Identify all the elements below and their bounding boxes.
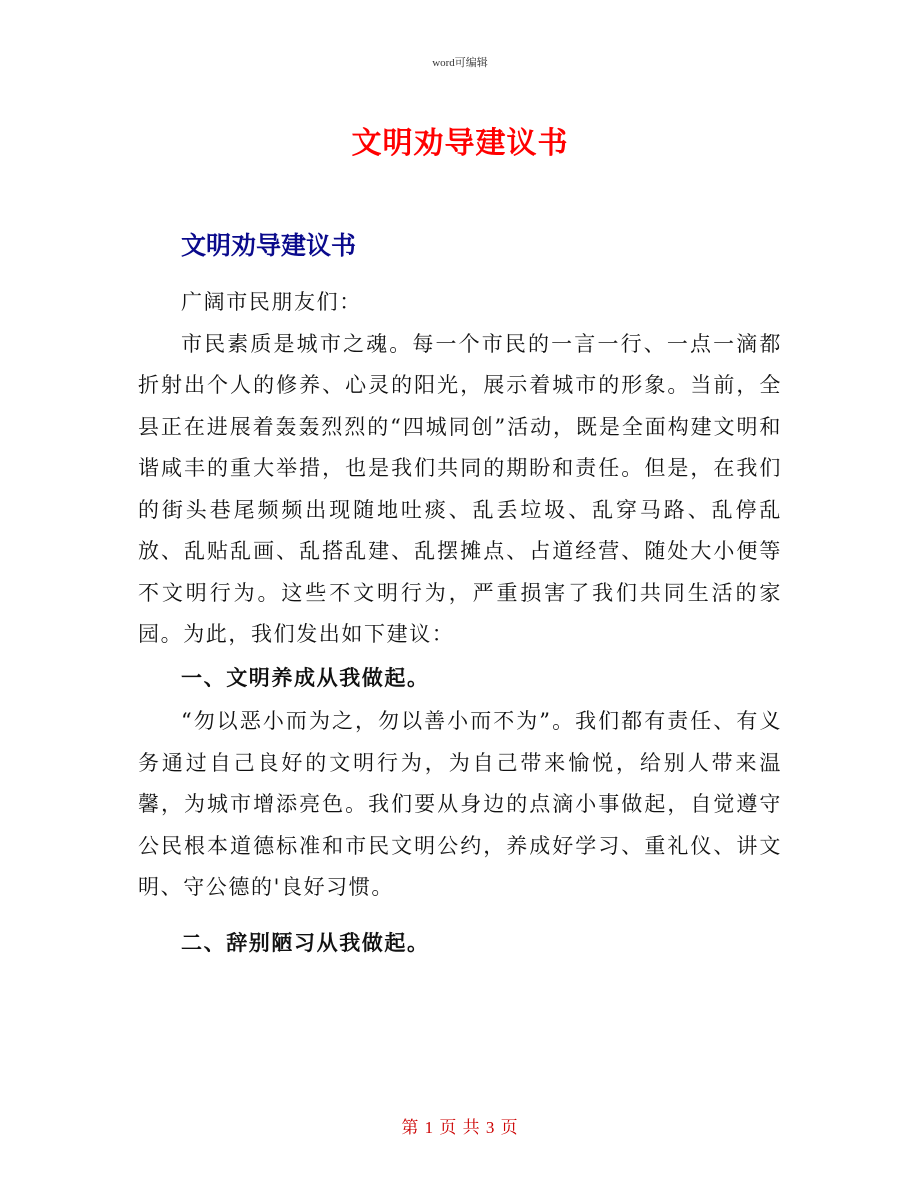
salutation: 广阔市民朋友们： <box>181 290 362 314</box>
document-body <box>138 282 782 966</box>
intro-paragraph: 市民素质是城市之魂。每一个市民的一言一行、一点一滴都折射出个人的修养、心灵的阳光，展示着城市的形象。当前，全县正在进展着轰轰烈烈的“四城同创”活动，既是全面构建文明和谐咸丰的重大举措，也是我们共同的期盼和责任。但是，在我们的街头巷尾频频出现随地吐痰、乱丢垃圾、乱穿马路、乱停乱放、乱贴乱画、乱搭乱建、乱摆摊点、占道经营、随处大小便等不文明行为。这些不文明行为，严重损害了我们共同生活的家园。为此，我们发出如下建议： <box>138 331 782 646</box>
heading-one: 一、文明养成从我做起。 <box>181 665 430 690</box>
page-footer: 第 1 页 共 3 页 <box>401 1118 519 1137</box>
header-note: word可编辑 <box>432 57 488 69</box>
main-title: 文明劝导建议书 <box>351 126 569 161</box>
body-paragraph-one: “勿以恶小而为之，勿以善小而不为”。我们都有责任、有义务通过自己良好的文明行为，为自己带来愉悦，给别人带来温馨，为城市增添亮色。我们要从身边的点滴小事做起，自觉遵守公民根本道德标准和市民文明公约，养成好学习、重礼仪、讲文明、守公德的'良好习惯。 <box>138 709 782 899</box>
heading-two: 二、辞别陋习从我做起。 <box>181 930 430 955</box>
section-title: 文明劝导建议书 <box>181 231 357 260</box>
